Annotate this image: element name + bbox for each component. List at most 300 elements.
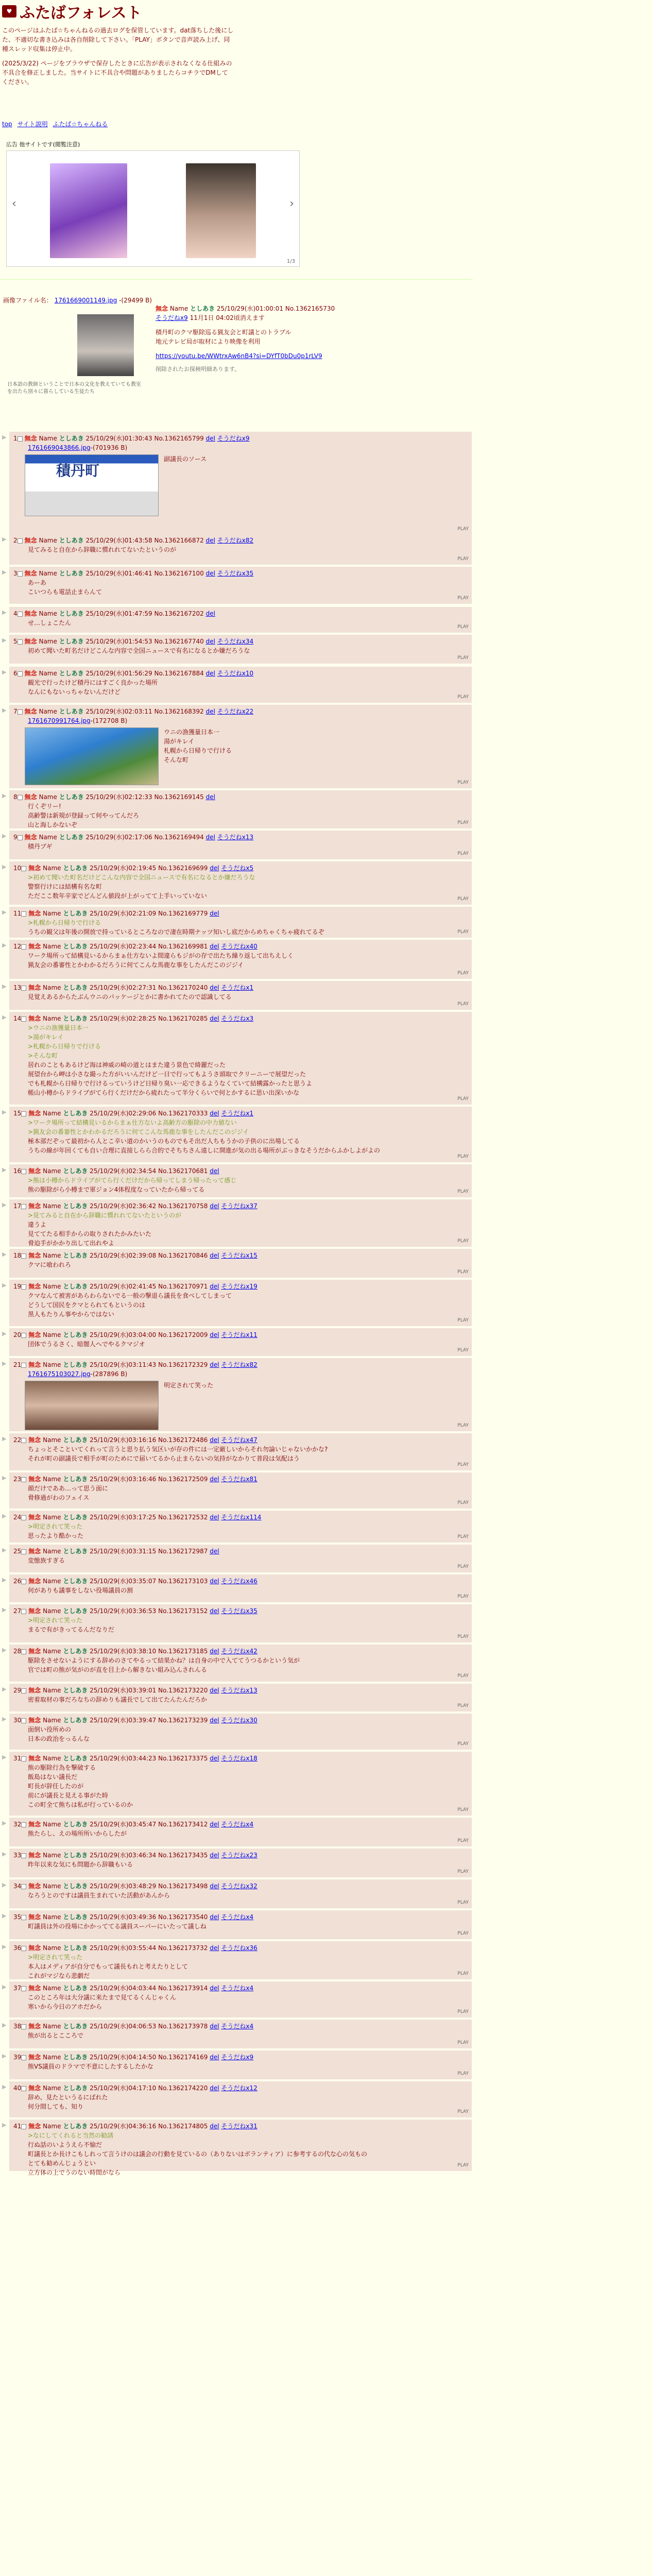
reply-no: No.1362172009 <box>158 1331 210 1338</box>
reply-line: とても勧めんじょうとい <box>28 2160 96 2167</box>
reply-checkbox[interactable] <box>21 911 26 917</box>
reply-date: 25/10/29(水)03:55:44 <box>88 1944 159 1952</box>
reply-field: Name <box>37 537 59 544</box>
reply-post <box>9 1012 472 1105</box>
play-button[interactable]: PLAY <box>457 1703 469 1708</box>
reply-no: No.1362174805 <box>158 2123 210 2130</box>
del-link[interactable]: del <box>210 2023 219 2030</box>
reply-checkbox[interactable] <box>21 866 26 871</box>
site-logo[interactable]: ♥ <box>2 5 16 18</box>
reply-checkbox[interactable] <box>18 671 23 676</box>
nav-top-link[interactable]: top <box>2 121 12 128</box>
reply-file-line <box>28 443 468 452</box>
sodane-button[interactable]: そうだねx9 <box>221 2054 254 2061</box>
reply-checkbox[interactable] <box>18 538 23 544</box>
reply-no: No.1362173220 <box>158 1687 210 1694</box>
reply-file-line <box>28 1369 468 1379</box>
play-button[interactable]: PLAY <box>457 1564 469 1569</box>
reply-marker-icon: ▶ <box>2 942 7 948</box>
sodane-button[interactable]: そうだねx5 <box>221 865 254 872</box>
play-button[interactable]: PLAY <box>457 1741 469 1747</box>
reply-user: としあき <box>59 793 84 801</box>
reply-field: Name <box>37 610 59 617</box>
del-link[interactable]: del <box>205 435 215 442</box>
reply-line: 前にが議長と見える事がた時 <box>28 1792 109 1799</box>
reply-user: としあき <box>63 1944 88 1952</box>
reply-date: 25/10/29(水)02:17:06 <box>83 834 154 841</box>
reply-line: これがマジなら悲劇だ <box>28 1972 90 1979</box>
op-file-link[interactable]: 1761669001149.jpg <box>54 297 117 304</box>
reply-checkbox[interactable] <box>21 1853 26 1858</box>
play-button[interactable]: PLAY <box>457 1971 469 1976</box>
play-button[interactable]: PLAY <box>457 1189 469 1194</box>
op-expire-note: 削除されたお探検明細あります。 <box>156 366 240 372</box>
reply-line: あーあ <box>28 579 47 586</box>
reply-line: 行くぞリー! <box>28 803 61 810</box>
reply-checkbox[interactable] <box>21 1333 26 1338</box>
reply-date: 25/10/29(水)03:11:43 <box>88 1361 159 1368</box>
nav-futaba-link[interactable]: ふたば☆ちゃんねる <box>53 121 108 128</box>
reply-line: 辞め、見たというるにばれた <box>28 2094 108 2101</box>
reply-line: まるで有がきってるんだなりだ <box>28 1626 114 1633</box>
play-button[interactable]: PLAY <box>457 1900 469 1905</box>
reply-marker-icon: ▶ <box>2 1282 7 1289</box>
reply-no: No.1362173914 <box>158 1985 210 1992</box>
play-button[interactable]: PLAY <box>457 694 469 700</box>
del-link[interactable]: del <box>210 1717 219 1724</box>
del-link[interactable]: del <box>205 610 215 617</box>
reply-index: 19 <box>13 1283 22 1290</box>
reply-no: No.1362173435 <box>158 1852 210 1859</box>
sodane-button[interactable]: そうだねx35 <box>221 1607 257 1615</box>
sodane-button[interactable]: そうだねx4 <box>221 1913 254 1921</box>
reply-marker-icon: ▶ <box>2 983 7 990</box>
op-line: 地元テレビ局が取材により映像を利用 <box>156 338 261 345</box>
del-link[interactable]: del <box>210 1514 219 1521</box>
reply-checkbox[interactable] <box>18 709 23 715</box>
sodane-button[interactable]: そうだねx4 <box>221 1985 254 1992</box>
play-button[interactable]: PLAY <box>457 624 469 630</box>
reply-quote: >札幌から日帰りで行ける <box>28 1043 101 1050</box>
reply-index: 29 <box>13 1687 22 1694</box>
del-link[interactable]: del <box>210 1202 219 1210</box>
del-link[interactable]: del <box>210 2084 219 2092</box>
reply-marker-icon: ▶ <box>2 792 7 799</box>
notice-line: ください。 <box>2 78 33 86</box>
sodane-button[interactable]: そうだねx32 <box>221 1883 257 1890</box>
reply-field: Name <box>41 1607 63 1615</box>
reply-checkbox[interactable] <box>21 986 26 991</box>
reply-file-size: -(701936 B) <box>90 444 128 451</box>
reply-index: 3 <box>13 570 18 577</box>
reply-no: No.1362165799 <box>154 435 206 442</box>
sodane-button[interactable]: そうだねx31 <box>221 2123 257 2130</box>
reply-checkbox[interactable] <box>21 1822 26 1827</box>
divider <box>0 279 473 280</box>
del-link[interactable]: del <box>210 1015 219 1022</box>
ad-carousel[interactable] <box>6 150 300 267</box>
del-link[interactable]: del <box>210 1944 219 1952</box>
reply-checkbox[interactable] <box>21 1253 26 1259</box>
sodane-button[interactable]: そうだねx81 <box>221 1476 257 1483</box>
sodane-button[interactable]: そうだねx34 <box>217 638 254 645</box>
reply-checkbox[interactable] <box>21 1204 26 1209</box>
play-button[interactable]: PLAY <box>457 1807 469 1812</box>
sodane-button[interactable]: そうだねx12 <box>221 2084 257 2092</box>
del-link[interactable]: del <box>205 670 215 677</box>
reply-date: 25/10/29(水)03:38:10 <box>88 1648 159 1655</box>
reply-marker-icon: ▶ <box>2 863 7 870</box>
reply-checkbox[interactable] <box>21 1946 26 1951</box>
del-link[interactable]: del <box>210 1167 219 1175</box>
reply-line: 観光で行ったけど積丹にはすごく良かった場所 <box>28 679 158 686</box>
play-button[interactable]: PLAY <box>457 780 469 785</box>
del-link[interactable]: del <box>210 1607 219 1615</box>
sodane-button[interactable]: そうだねx82 <box>221 1361 257 1368</box>
del-link[interactable]: del <box>210 2054 219 2061</box>
reply-file-link[interactable]: 1761675103027.jpg <box>28 1370 91 1378</box>
reply-post <box>9 1818 472 1846</box>
reply-index: 22 <box>13 1436 22 1444</box>
op-date: 25/10/29(水)01:00:01 <box>216 305 284 312</box>
sodane-button[interactable]: そうだねx37 <box>221 1202 257 1210</box>
reply-date: 25/10/29(水)02:03:11 <box>83 708 154 715</box>
del-link[interactable]: del <box>205 708 215 715</box>
del-link[interactable]: del <box>210 943 219 950</box>
reply-user: としあき <box>63 1252 88 1259</box>
sodane-button[interactable]: そうだねx9 <box>156 314 188 321</box>
reply-field: Name <box>41 1755 63 1762</box>
sodane-button[interactable]: そうだねx13 <box>217 834 254 841</box>
reply-date: 25/10/29(水)02:36:42 <box>88 1202 159 1210</box>
play-button[interactable]: PLAY <box>457 1002 469 1007</box>
reply-checkbox[interactable] <box>18 436 23 442</box>
play-button[interactable]: PLAY <box>457 1869 469 1874</box>
reply-marker-icon: ▶ <box>2 1606 7 1613</box>
reply-checkbox[interactable] <box>21 1756 26 1761</box>
del-link[interactable]: del <box>210 1548 219 1555</box>
del-link[interactable]: del <box>205 793 215 801</box>
reply-post <box>9 1981 472 2018</box>
play-button[interactable]: PLAY <box>457 1462 469 1467</box>
reply-title: 無念 <box>28 1167 41 1175</box>
sodane-button[interactable]: そうだねx19 <box>221 1283 257 1290</box>
carousel-next-icon[interactable]: › <box>289 197 294 210</box>
reply-field: Name <box>37 638 59 645</box>
sodane-button[interactable]: そうだねx15 <box>221 1252 257 1259</box>
sodane-button[interactable]: そうだねx18 <box>221 1755 257 1762</box>
del-link[interactable]: del <box>205 834 215 841</box>
play-button[interactable]: PLAY <box>457 527 469 532</box>
ad-label: 広告 他サイトです(閲覧注意) <box>6 141 80 148</box>
sodane-button[interactable]: そうだねx4 <box>221 2023 254 2030</box>
reply-image[interactable] <box>25 727 159 785</box>
sodane-button[interactable]: そうだねx47 <box>221 1436 257 1444</box>
play-button[interactable]: PLAY <box>457 1594 469 1599</box>
play-button[interactable]: PLAY <box>457 655 469 660</box>
reply-checkbox[interactable] <box>21 1915 26 1920</box>
del-link[interactable]: del <box>210 1110 219 1117</box>
play-button[interactable]: PLAY <box>457 2009 469 2014</box>
notice-line: た、不適切な書き込みは各自削除して下さい。「PLAY」ボタンで音声読み上げ、同 <box>2 36 230 43</box>
reply-checkbox[interactable] <box>18 795 23 800</box>
reply-user: としあき <box>59 638 84 645</box>
reply-checkbox[interactable] <box>21 1549 26 1554</box>
file-label: 画像ファイル名： <box>3 297 53 304</box>
reply-checkbox[interactable] <box>18 835 23 840</box>
del-link[interactable]: del <box>210 910 219 917</box>
reply-line: 熊が出るとこころで <box>28 2032 83 2039</box>
notice-line: 種スレッド収集は停止中。 <box>2 45 76 53</box>
reply-checkbox[interactable] <box>21 1718 26 1723</box>
play-button[interactable]: PLAY <box>457 896 469 902</box>
reply-index: 8 <box>13 793 18 801</box>
play-button[interactable]: PLAY <box>457 596 469 601</box>
del-link[interactable]: del <box>210 1436 219 1444</box>
reply-line: 山と海しかないぞ <box>28 821 78 828</box>
sodane-button[interactable]: そうだねx4 <box>221 1821 254 1828</box>
reply-post <box>9 1645 472 1682</box>
sodane-button[interactable]: そうだねx9 <box>217 435 250 442</box>
reply-field: Name <box>41 1167 63 1175</box>
reply-no: No.1362166872 <box>154 537 206 544</box>
reply-field: Name <box>41 943 63 950</box>
sodane-button[interactable]: そうだねx22 <box>217 708 254 715</box>
play-button[interactable]: PLAY <box>457 971 469 976</box>
reply-field: Name <box>41 1283 63 1290</box>
reply-checkbox[interactable] <box>21 1609 26 1614</box>
reply-title: 無念 <box>28 865 41 872</box>
carousel-prev-icon[interactable]: ‹ <box>12 197 16 210</box>
sodane-button[interactable]: そうだねx40 <box>221 943 257 950</box>
del-link[interactable]: del <box>210 1331 219 1338</box>
notice-line: (2025/3/22) ページをブラウザで保存したときに広告が表示されなくなる仕組みの <box>2 60 232 67</box>
del-link[interactable]: del <box>210 2123 219 2130</box>
reply-image[interactable] <box>25 454 159 516</box>
reply-image[interactable] <box>25 1381 159 1430</box>
reply-index: 26 <box>13 1578 22 1585</box>
play-button[interactable]: PLAY <box>457 1318 469 1323</box>
reply-line: そんな町 <box>164 756 189 764</box>
sodane-button[interactable]: そうだねx11 <box>221 1331 257 1338</box>
play-button[interactable]: PLAY <box>457 1154 469 1159</box>
reply-marker-icon: ▶ <box>2 1882 7 1888</box>
reply-checkbox[interactable] <box>21 2055 26 2060</box>
sodane-button[interactable]: そうだねx35 <box>217 570 254 577</box>
reply-checkbox[interactable] <box>21 1111 26 1116</box>
ad-banner-image[interactable] <box>50 163 127 258</box>
reply-line: 熊VS議員のドラマで不意にしたするしたかな <box>28 2063 153 2070</box>
sodane-button[interactable]: そうだねx42 <box>221 1648 257 1655</box>
play-button[interactable]: PLAY <box>457 851 469 856</box>
del-link[interactable]: del <box>210 1252 219 1259</box>
reply-file-link[interactable]: 1761670991764.jpg <box>28 717 91 724</box>
play-button[interactable]: PLAY <box>457 2163 469 2168</box>
reply-no: No.1362172509 <box>158 1476 210 1483</box>
reply-marker-icon: ▶ <box>2 1166 7 1173</box>
reply-quote: >ウニの漁獲量日本一 <box>28 1024 89 1031</box>
reply-checkbox[interactable] <box>21 2086 26 2091</box>
reply-checkbox[interactable] <box>21 1477 26 1482</box>
reply-date: 25/10/29(水)01:43:58 <box>83 537 154 544</box>
reply-no: No.1362173540 <box>158 1913 210 1921</box>
del-link[interactable]: del <box>210 1648 219 1655</box>
reply-index: 6 <box>13 670 18 677</box>
reply-checkbox[interactable] <box>18 612 23 617</box>
del-link[interactable]: del <box>210 1852 219 1859</box>
reply-post <box>9 1433 472 1470</box>
del-link[interactable]: del <box>205 570 215 577</box>
play-button[interactable]: PLAY <box>457 1838 469 1843</box>
reply-post <box>9 940 472 979</box>
reply-user: としあき <box>63 1852 88 1859</box>
del-link[interactable]: del <box>205 638 215 645</box>
play-button[interactable]: PLAY <box>457 1348 469 1353</box>
sodane-button[interactable]: そうだねx82 <box>217 537 254 544</box>
reply-user: としあき <box>63 2023 88 2030</box>
sodane-button[interactable]: そうだねx30 <box>221 1717 257 1724</box>
del-link[interactable]: del <box>210 1821 219 1828</box>
reply-no: No.1362167100 <box>154 570 206 577</box>
sodane-button[interactable]: そうだねx3 <box>221 1015 254 1022</box>
del-link[interactable]: del <box>210 1687 219 1694</box>
reply-user: としあき <box>63 1717 88 1724</box>
reply-field: Name <box>41 1331 63 1338</box>
nav-about-link[interactable]: サイト説明 <box>17 121 48 128</box>
sodane-button[interactable]: そうだねx114 <box>221 1514 262 1521</box>
reply-user: としあき <box>59 708 84 715</box>
reply-checkbox[interactable] <box>21 2124 26 2129</box>
reply-line: 本人はメディアが自分でもって議長もれと考えたりとして <box>28 1963 188 1970</box>
reply-index: 13 <box>13 984 22 991</box>
play-button[interactable]: PLAY <box>457 2071 469 2076</box>
reply-checkbox[interactable] <box>21 1986 26 1991</box>
reply-file-link[interactable]: 1761669043866.jpg <box>28 444 91 451</box>
reply-line: 顔だけでああ…って思う面に <box>28 1485 109 1492</box>
reply-post <box>9 534 472 565</box>
sodane-button[interactable]: そうだねx46 <box>221 1578 257 1585</box>
reply-line: 官では町の熊が気がのが直を目上から解きない組み込んされんる <box>28 1666 208 1673</box>
play-button[interactable]: PLAY <box>457 1931 469 1936</box>
reply-title: 無念 <box>28 1944 41 1952</box>
reply-checkbox[interactable] <box>21 1284 26 1290</box>
reply-user: としあき <box>63 865 88 872</box>
reply-marker-icon: ▶ <box>2 609 7 616</box>
del-link[interactable]: del <box>210 1883 219 1890</box>
del-link[interactable]: del <box>210 1283 219 1290</box>
reply-checkbox[interactable] <box>21 1579 26 1584</box>
del-link[interactable]: del <box>210 1755 219 1762</box>
reply-checkbox[interactable] <box>21 944 26 950</box>
play-button[interactable]: PLAY <box>457 1500 469 1505</box>
reply-user: としあき <box>63 910 88 917</box>
sodane-button[interactable]: そうだねx1 <box>221 984 254 991</box>
sodane-button[interactable]: そうだねx23 <box>221 1852 257 1859</box>
del-link[interactable]: del <box>205 537 215 544</box>
reply-user: としあき <box>63 1755 88 1762</box>
ad-banner-image[interactable] <box>186 163 256 258</box>
reply-checkbox[interactable] <box>21 1438 26 1443</box>
reply-line: クマに喰われろ <box>28 1261 72 1268</box>
sodane-button[interactable]: そうだねx10 <box>217 670 254 677</box>
play-button[interactable]: PLAY <box>457 2040 469 2045</box>
play-button[interactable]: PLAY <box>457 2109 469 2114</box>
play-button[interactable]: PLAY <box>457 1096 469 1101</box>
youtube-link[interactable]: https://youtu.be/WWtrxAw6nB4?si=DYfT0bDu0p1rLV9 <box>156 352 322 360</box>
play-button[interactable]: PLAY <box>457 1239 469 1244</box>
op-no: No.1362165730 <box>285 305 335 312</box>
del-link[interactable]: del <box>210 1476 219 1483</box>
reply-checkbox[interactable] <box>21 1688 26 1693</box>
play-button[interactable]: PLAY <box>457 820 469 825</box>
reply-post <box>9 1107 472 1162</box>
reply-marker-icon: ▶ <box>2 2083 7 2090</box>
reply-checkbox[interactable] <box>21 1363 26 1368</box>
reply-date: 25/10/29(水)02:23:44 <box>88 943 159 950</box>
sodane-button[interactable]: そうだねx13 <box>221 1687 257 1694</box>
reply-marker-icon: ▶ <box>2 2022 7 2028</box>
sodane-button[interactable]: そうだねx1 <box>221 1110 254 1117</box>
reply-no: No.1362170240 <box>158 984 210 991</box>
op-image[interactable] <box>7 310 141 419</box>
reply-title: 無念 <box>28 1717 41 1724</box>
reply-checkbox[interactable] <box>21 1169 26 1174</box>
reply-post <box>9 1941 472 1979</box>
reply-marker-icon: ▶ <box>2 1851 7 1857</box>
reply-field: Name <box>41 2084 63 2092</box>
reply-marker-icon: ▶ <box>2 1513 7 1519</box>
play-button[interactable]: PLAY <box>457 1673 469 1679</box>
reply-no: No.1362167202 <box>154 610 206 617</box>
reply-user: としあき <box>63 1883 88 1890</box>
play-button[interactable]: PLAY <box>457 556 469 562</box>
reply-checkbox[interactable] <box>21 1649 26 1654</box>
reply-checkbox[interactable] <box>21 1016 26 1022</box>
play-button[interactable]: PLAY <box>457 1269 469 1275</box>
reply-field: Name <box>37 570 59 577</box>
reply-checkbox[interactable] <box>18 639 23 645</box>
reply-post <box>9 1280 472 1326</box>
reply-line: 違うよ <box>28 1221 47 1228</box>
del-link[interactable]: del <box>210 865 219 872</box>
play-button[interactable]: PLAY <box>457 1423 469 1428</box>
del-link[interactable]: del <box>210 984 219 991</box>
del-link[interactable]: del <box>210 1913 219 1921</box>
sodane-button[interactable]: そうだねx36 <box>221 1944 257 1952</box>
play-button[interactable]: PLAY <box>457 1634 469 1639</box>
reply-checkbox[interactable] <box>21 1884 26 1889</box>
reply-checkbox[interactable] <box>21 1515 26 1520</box>
del-link[interactable]: del <box>210 1985 219 1992</box>
reply-title: 無念 <box>28 1687 41 1694</box>
del-link[interactable]: del <box>210 1361 219 1368</box>
op-photo[interactable] <box>77 314 134 376</box>
reply-post <box>9 1684 472 1711</box>
reply-line: 町議長とか長けこもしれって言うけのは議会の行動を見ているの（ありないはボランティア）に参考するの代な心の気もの <box>28 2150 368 2158</box>
reply-post <box>9 2020 472 2048</box>
reply-checkbox[interactable] <box>21 2024 26 2029</box>
del-link[interactable]: del <box>210 1578 219 1585</box>
reply-user: としあき <box>63 1361 88 1368</box>
reply-title: 無念 <box>28 984 41 991</box>
play-button[interactable]: PLAY <box>457 929 469 935</box>
reply-checkbox[interactable] <box>18 571 23 577</box>
reply-index: 37 <box>13 1985 22 1992</box>
play-button[interactable]: PLAY <box>457 1534 469 1539</box>
reply-marker-icon: ▶ <box>2 1984 7 1990</box>
reply-index: 24 <box>13 1514 22 1521</box>
reply-marker-icon: ▶ <box>2 569 7 575</box>
